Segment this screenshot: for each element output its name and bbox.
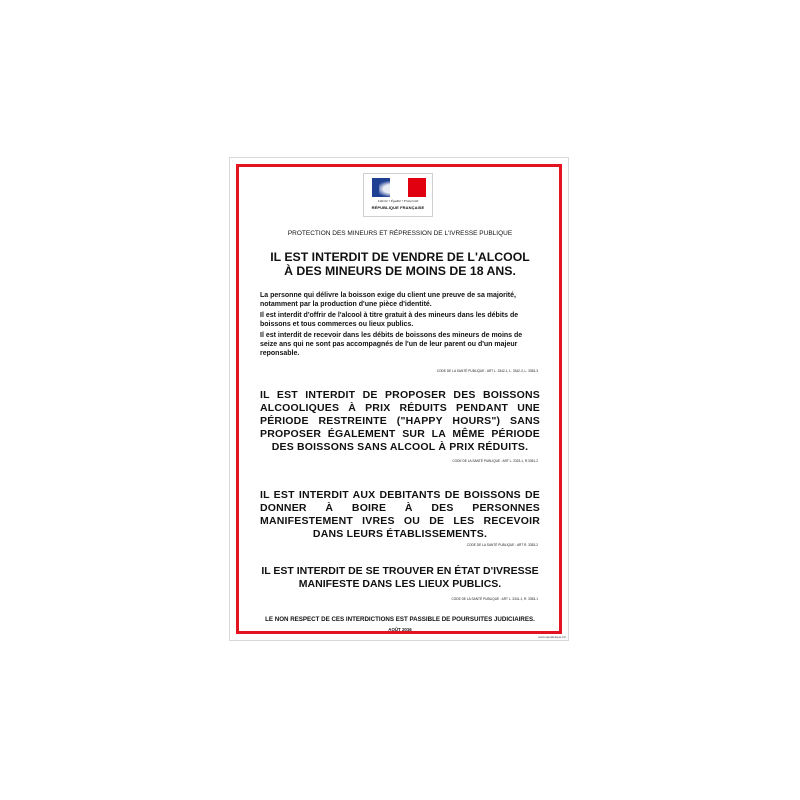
section1-title-line2: À DES MINEURS DE MOINS DE 18 ANS. bbox=[284, 264, 516, 278]
website-credit: www.signaletique.biz bbox=[538, 635, 566, 639]
section2-legal-ref: CODE DE LA SANTÉ PUBLIQUE : ART L. 3323-1, R.3351-2 bbox=[452, 459, 538, 463]
section1-paragraph: Il est interdit de recevoir dans les débits de boissons des mineurs de moins de seize ans qui ne sont pas accompagnés de l'un de leur parent ou d'un majeur reponsable. bbox=[260, 332, 523, 357]
section1-body bbox=[260, 291, 540, 360]
section2-text: IL EST INTERDIT DE PROPOSER DES BOISSONS ALCOOLIQUES À PRIX RÉDUITS PENDANT UNE PÉRIODE RESTREINTE ("HAPPY HOURS") SANS PROPOSER ÉGALEMENT SUR LA MÊME PÉRIODE DES BOISSONS SANS ALCOOL À PRIX RÉDUITS. bbox=[260, 389, 540, 453]
section4-text: IL EST INTERDIT DE SE TROUVER EN ÉTAT D'IVRESSE MANIFESTE DANS LES LIEUX PUBLICS. bbox=[261, 565, 539, 590]
section3-text: IL EST INTERDIT AUX DEBITANTS DE BOISSONS DE DONNER À BOIRE À DES PERSONNES MANIFESTEMENT IVRES OU DE LES RECEVOIR DANS LEURS ÉTABLISSEMENTS. bbox=[260, 489, 540, 540]
publication-date: AOÛT 2016 bbox=[388, 627, 412, 632]
section1-title bbox=[260, 250, 540, 278]
logo-republic-name: RÉPUBLIQUE FRANÇAISE bbox=[371, 205, 425, 210]
section1-legal-ref: CODE DE LA SANTÉ PUBLIQUE : ART L. 3342-1, L. 3342-3, L. 3353-3 bbox=[436, 369, 538, 373]
logo-motto: Liberté • Égalité • Fraternité bbox=[377, 199, 419, 203]
section1-title-line1: IL EST INTERDIT DE VENDRE DE L'ALCOOL bbox=[270, 250, 530, 264]
section1-paragraph: Il est interdit d'offrir de l'alcool à titre gratuit à des mineurs dans les débits de boissons et tous commerces ou lieux publics. bbox=[260, 312, 519, 328]
penalty-notice: LE NON RESPECT DE CES INTERDICTIONS EST PASSIBLE DE POURSUITES JUDICIAIRES. bbox=[265, 616, 535, 623]
section3-legal-ref: CODE DE LA SANTÉ PUBLIQUE : ART R. 3353-2 bbox=[466, 543, 538, 547]
sign-header: PROTECTION DES MINEURS ET RÉPRESSION DE L'IVRESSE PUBLIQUE bbox=[287, 230, 513, 237]
marianne-icon bbox=[379, 179, 409, 197]
section1-paragraph: La personne qui délivre la boisson exige du client une preuve de sa majorité, notamment par la production d'une pièce d'identité. bbox=[260, 292, 516, 308]
republique-francaise-logo bbox=[363, 173, 433, 217]
sign-panel bbox=[229, 157, 569, 641]
section4-legal-ref: CODE DE LA SANTÉ PUBLIQUE : ART L. 3341-1, R. 3353-1 bbox=[451, 597, 538, 601]
